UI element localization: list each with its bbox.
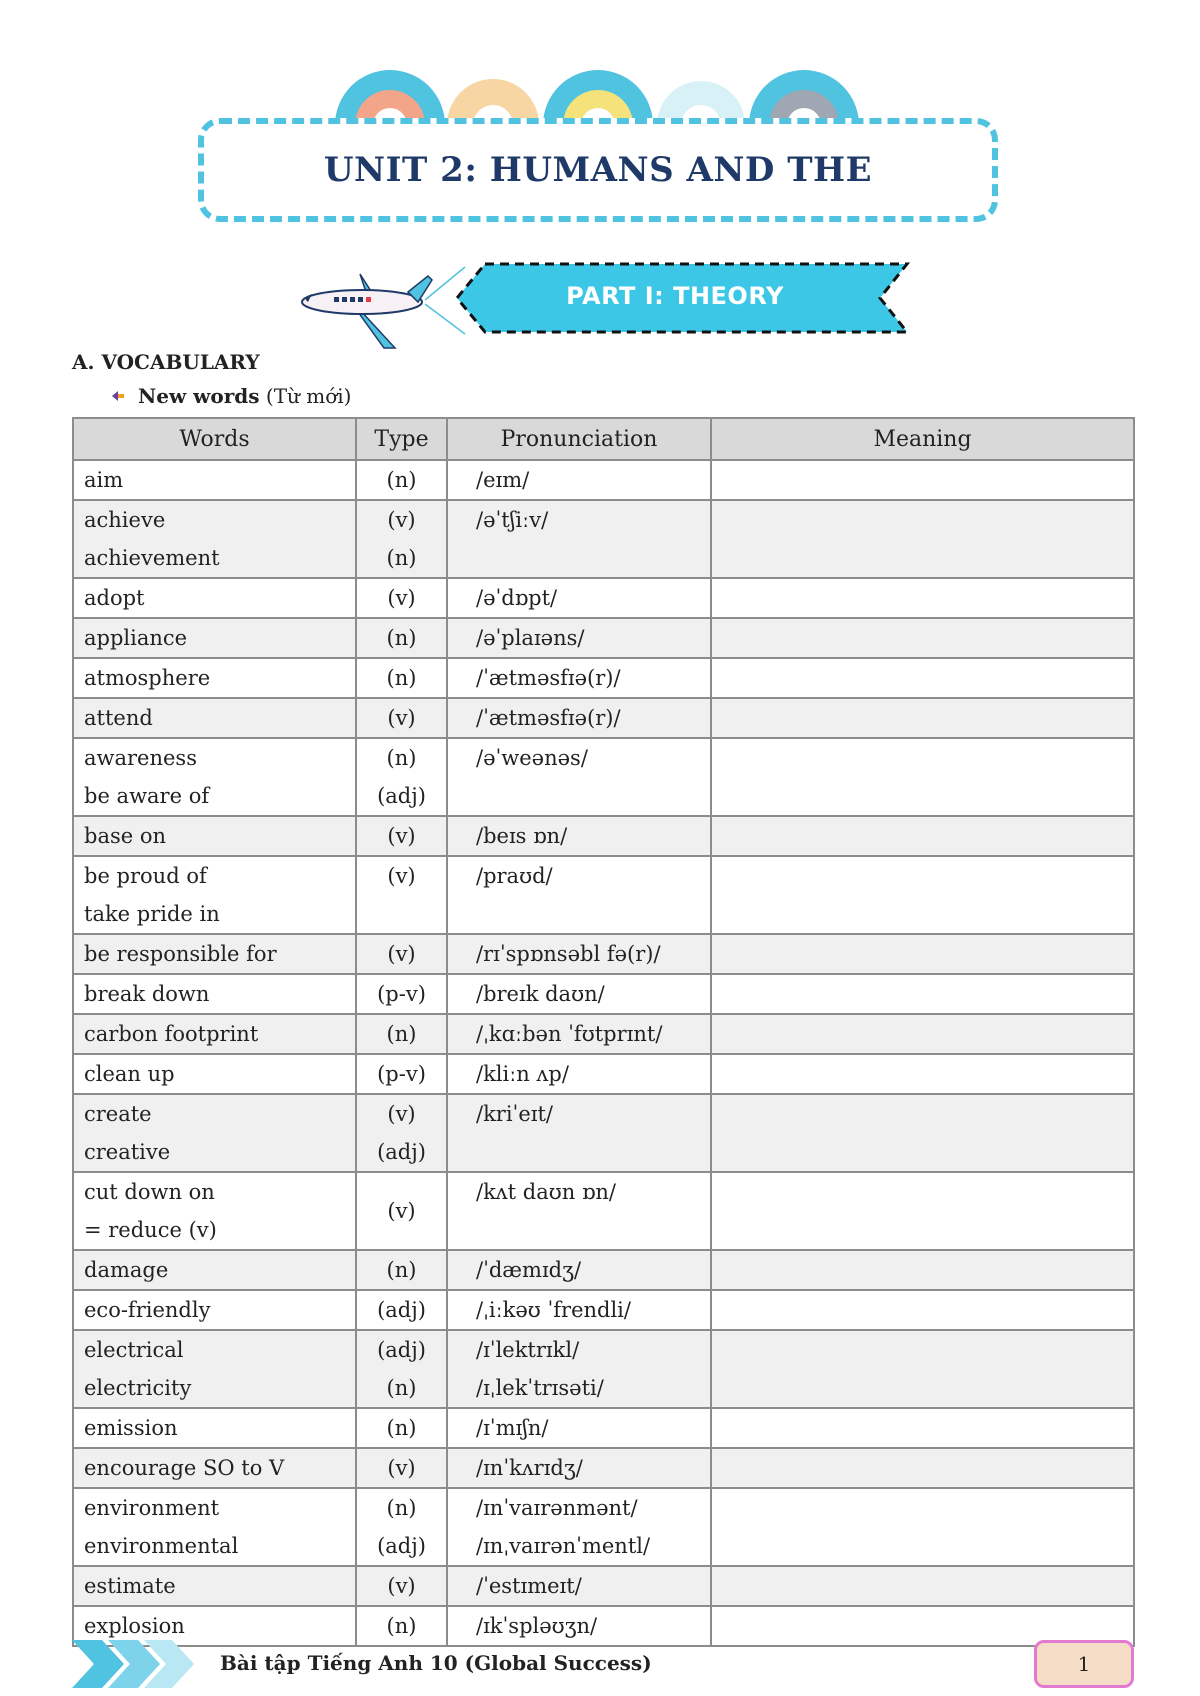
- pronunciation-cell-text: /ˈestɪmeɪt/: [476, 1574, 582, 1598]
- type-cell-text: (v): [387, 1199, 416, 1223]
- type-cell-text: (n): [386, 626, 417, 650]
- pronunciation-cell: [447, 816, 711, 856]
- word-cell-text: explosion: [84, 1614, 185, 1638]
- type-cell-text: (v): [387, 586, 416, 610]
- meaning-cell: [711, 618, 1134, 658]
- pronunciation-cell: [447, 1566, 711, 1606]
- pronunciation-cell-text: /ˈætməsfɪə(r)/: [476, 706, 621, 730]
- word-cell-text: carbon footprint: [84, 1022, 259, 1046]
- word-cell-text: awareness: [84, 746, 197, 770]
- table-row: [73, 1566, 1134, 1606]
- type-cell-text: (v): [387, 1102, 416, 1126]
- pronunciation-cell-text: /ˌiːkəʊ ˈfrendli/: [476, 1298, 631, 1322]
- word-cell-text: = reduce (v): [84, 1218, 217, 1242]
- vocabulary-table: [72, 417, 1135, 1647]
- meaning-cell: [711, 856, 1134, 934]
- meaning-cell: [711, 500, 1134, 578]
- word-cell: [73, 1172, 356, 1250]
- type-cell: [356, 856, 447, 934]
- word-cell-text: break down: [84, 982, 210, 1006]
- type-cell: [356, 1014, 447, 1054]
- type-cell-text: (n): [386, 546, 417, 570]
- word-cell-text: be aware of: [84, 784, 210, 808]
- type-cell: [356, 1094, 447, 1172]
- type-cell-text: (n): [386, 746, 417, 770]
- word-cell: [73, 934, 356, 974]
- type-cell: [356, 1330, 447, 1408]
- pronunciation-cell-text: [476, 1211, 700, 1249]
- table-row: [73, 856, 1134, 934]
- pronunciation-cell: [447, 856, 711, 934]
- type-cell-text: (n): [386, 1416, 417, 1440]
- type-cell-text: (adj): [377, 1140, 426, 1164]
- type-cell-text: (p-v): [377, 1062, 426, 1086]
- pronunciation-cell-text: /ˈætməsfɪə(r)/: [476, 666, 621, 690]
- word-cell-text: create: [84, 1102, 152, 1126]
- unit-title-box: [198, 118, 998, 222]
- word-cell: [73, 974, 356, 1014]
- table-row: [73, 1290, 1134, 1330]
- type-cell-text: (v): [387, 864, 416, 888]
- meaning-cell: [711, 816, 1134, 856]
- word-cell: [73, 1054, 356, 1094]
- word-cell-text: be responsible for: [84, 942, 277, 966]
- type-cell: [356, 816, 447, 856]
- type-cell-text: (n): [386, 468, 417, 492]
- word-cell-text: eco-friendly: [84, 1298, 211, 1322]
- type-cell-text: (n): [386, 1496, 417, 1520]
- gear-icon: [543, 70, 653, 125]
- pronunciation-cell: [447, 1014, 711, 1054]
- pronunciation-cell: [447, 974, 711, 1014]
- word-cell: [73, 1094, 356, 1172]
- meaning-cell: [711, 658, 1134, 698]
- table-row: [73, 578, 1134, 618]
- word-cell-text: base on: [84, 824, 167, 848]
- pronunciation-cell-text: /kʌt daʊn ɒn/: [476, 1180, 617, 1204]
- column-header-meaning: Meaning: [711, 418, 1134, 460]
- pronunciation-cell-text: /əˈweənəs/: [476, 746, 588, 770]
- word-cell: [73, 1014, 356, 1054]
- gear-icon: [335, 70, 445, 125]
- meaning-cell: [711, 1408, 1134, 1448]
- table-row: [73, 658, 1134, 698]
- column-header-pronunciation: Pronunciation: [447, 418, 711, 460]
- unit-title: UNIT 2: HUMANS AND THE: [323, 150, 873, 190]
- pronunciation-cell-text: /rɪˈspɒnsəbl fə(r)/: [476, 942, 661, 966]
- word-cell: [73, 856, 356, 934]
- pronunciation-cell-text: /ɪnˈkʌrɪdʒ/: [476, 1456, 583, 1480]
- meaning-cell: [711, 1014, 1134, 1054]
- table-row: [73, 1488, 1134, 1566]
- subheading: [110, 384, 351, 408]
- pronunciation-cell-text: /ɪnˌvaɪrənˈmentl/: [476, 1534, 651, 1558]
- page-number: 1: [1034, 1640, 1134, 1688]
- type-cell-text: (v): [387, 508, 416, 532]
- type-cell-text: (v): [387, 824, 416, 848]
- type-cell: [356, 1054, 447, 1094]
- type-cell-text: (v): [387, 1574, 416, 1598]
- pronunciation-cell-text: /ɪˈlektrɪkl/: [476, 1338, 580, 1362]
- pronunciation-cell-text: /eɪm/: [476, 468, 530, 492]
- type-cell-text: (adj): [377, 784, 426, 808]
- pronunciation-cell-text: /ˈdæmɪdʒ/: [476, 1258, 582, 1282]
- subheading-note: (Từ mới): [265, 384, 352, 408]
- pronunciation-cell: [447, 1606, 711, 1646]
- word-cell: [73, 1566, 356, 1606]
- word-cell: [73, 618, 356, 658]
- meaning-cell: [711, 1054, 1134, 1094]
- word-cell: [73, 1290, 356, 1330]
- type-cell: [356, 934, 447, 974]
- pronunciation-cell: [447, 1488, 711, 1566]
- word-cell-text: appliance: [84, 626, 188, 650]
- gear-icon: [749, 70, 859, 125]
- column-header-words: Words: [73, 418, 356, 460]
- column-header-type: Type: [356, 418, 447, 460]
- word-cell-text: damage: [84, 1258, 169, 1282]
- table-row: [73, 500, 1134, 578]
- table-row: [73, 1054, 1134, 1094]
- meaning-cell: [711, 1250, 1134, 1290]
- pronunciation-cell-text: /breɪk daʊn/: [476, 982, 605, 1006]
- type-cell-text: (n): [386, 1022, 417, 1046]
- word-cell: [73, 1330, 356, 1408]
- table-row: [73, 1014, 1134, 1054]
- table-header-row: [73, 418, 1134, 460]
- word-cell-text: environmental: [84, 1534, 239, 1558]
- type-cell-text: (n): [386, 1258, 417, 1282]
- type-cell: [356, 738, 447, 816]
- meaning-cell: [711, 1566, 1134, 1606]
- section-heading: A. VOCABULARY: [72, 350, 260, 374]
- word-cell-text: achieve: [84, 508, 166, 532]
- pronunciation-cell: [447, 618, 711, 658]
- word-cell-text: electricity: [84, 1376, 192, 1400]
- footer-book-title: Bài tập Tiếng Anh 10 (Global Success): [220, 1651, 652, 1675]
- pronunciation-cell-text: /ˌkɑːbən ˈfʊtprɪnt/: [476, 1022, 663, 1046]
- type-cell-text: (n): [386, 1614, 417, 1638]
- type-cell: [356, 1606, 447, 1646]
- word-cell: [73, 1448, 356, 1488]
- type-cell-text: (p-v): [377, 982, 426, 1006]
- word-cell-text: creative: [84, 1140, 171, 1164]
- type-cell: [356, 460, 447, 500]
- word-cell-text: attend: [84, 706, 153, 730]
- table-row: [73, 816, 1134, 856]
- meaning-cell: [711, 1448, 1134, 1488]
- pronunciation-cell: [447, 698, 711, 738]
- pronunciation-cell-text: [476, 1133, 700, 1171]
- pronunciation-cell-text: [476, 777, 700, 815]
- word-cell-text: take pride in: [84, 902, 220, 926]
- table-row: [73, 934, 1134, 974]
- table-row: [73, 618, 1134, 658]
- pronunciation-cell: [447, 500, 711, 578]
- type-cell-text: (n): [386, 1376, 417, 1400]
- type-cell: [356, 578, 447, 618]
- pronunciation-cell-text: /ɪˌlekˈtrɪsəti/: [476, 1376, 604, 1400]
- word-cell-text: electrical: [84, 1338, 184, 1362]
- meaning-cell: [711, 934, 1134, 974]
- pronunciation-cell: [447, 1330, 711, 1408]
- pronunciation-cell-text: /kriˈeɪt/: [476, 1102, 553, 1126]
- pronunciation-cell-text: /beɪs ɒn/: [476, 824, 568, 848]
- type-cell-text: (adj): [377, 1298, 426, 1322]
- type-cell: [356, 1448, 447, 1488]
- type-cell: [356, 1250, 447, 1290]
- airplane-icon: [300, 262, 480, 352]
- word-cell: [73, 658, 356, 698]
- pronunciation-cell: [447, 1408, 711, 1448]
- word-cell: [73, 738, 356, 816]
- type-cell-text: [357, 895, 446, 933]
- word-cell-text: achievement: [84, 546, 220, 570]
- table-row: [73, 1448, 1134, 1488]
- type-cell-text: (adj): [377, 1534, 426, 1558]
- pronunciation-cell: [447, 1054, 711, 1094]
- table-row: [73, 1408, 1134, 1448]
- subheading-label: New words: [138, 384, 260, 408]
- word-cell: [73, 1250, 356, 1290]
- pronunciation-cell-text: /əˈtʃiːv/: [476, 508, 549, 532]
- pronunciation-cell: [447, 1290, 711, 1330]
- pronunciation-cell: [447, 658, 711, 698]
- meaning-cell: [711, 1290, 1134, 1330]
- word-cell: [73, 460, 356, 500]
- table-row: [73, 738, 1134, 816]
- word-cell: [73, 578, 356, 618]
- table-row: [73, 1172, 1134, 1250]
- pronunciation-cell-text: [476, 895, 700, 933]
- table-row: [73, 1250, 1134, 1290]
- meaning-cell: [711, 974, 1134, 1014]
- word-cell-text: clean up: [84, 1062, 175, 1086]
- word-cell-text: estimate: [84, 1574, 176, 1598]
- table-row: [73, 1606, 1134, 1646]
- word-cell: [73, 816, 356, 856]
- type-cell: [356, 618, 447, 658]
- type-cell: [356, 1488, 447, 1566]
- word-cell-text: encourage SO to V: [84, 1456, 285, 1480]
- word-cell: [73, 698, 356, 738]
- meaning-cell: [711, 738, 1134, 816]
- type-cell-text: (n): [386, 666, 417, 690]
- word-cell: [73, 500, 356, 578]
- type-cell: [356, 1566, 447, 1606]
- pronunciation-cell-text: /əˈplaɪəns/: [476, 626, 585, 650]
- type-cell-text: (v): [387, 942, 416, 966]
- word-cell: [73, 1488, 356, 1566]
- meaning-cell: [711, 1172, 1134, 1250]
- bullet-arrow-icon: [110, 388, 126, 404]
- meaning-cell: [711, 1488, 1134, 1566]
- type-cell: [356, 974, 447, 1014]
- meaning-cell: [711, 1330, 1134, 1408]
- pronunciation-cell-text: /ɪkˈspləʊʒn/: [476, 1614, 598, 1638]
- meaning-cell: [711, 698, 1134, 738]
- word-cell: [73, 1408, 356, 1448]
- pronunciation-cell-text: /ɪˈmɪʃn/: [476, 1416, 549, 1440]
- meaning-cell: [711, 460, 1134, 500]
- type-cell-text: (v): [387, 1456, 416, 1480]
- pronunciation-cell: [447, 460, 711, 500]
- table-row: [73, 698, 1134, 738]
- table-row: [73, 1330, 1134, 1408]
- word-cell-text: adopt: [84, 586, 145, 610]
- chevron-arrows-icon: [72, 1640, 197, 1688]
- word-cell-text: atmosphere: [84, 666, 211, 690]
- word-cell-text: cut down on: [84, 1180, 215, 1204]
- gears-decoration: [335, 70, 875, 125]
- meaning-cell: [711, 578, 1134, 618]
- pronunciation-cell: [447, 1250, 711, 1290]
- pronunciation-cell: [447, 738, 711, 816]
- pronunciation-cell: [447, 1172, 711, 1250]
- pronunciation-cell-text: /ɪnˈvaɪrənmənt/: [476, 1496, 638, 1520]
- type-cell: [356, 698, 447, 738]
- type-cell: [356, 658, 447, 698]
- type-cell: [356, 500, 447, 578]
- pronunciation-cell-text: /kliːn ʌp/: [476, 1062, 569, 1086]
- pronunciation-cell: [447, 1448, 711, 1488]
- table-row: [73, 1094, 1134, 1172]
- type-cell: [356, 1290, 447, 1330]
- pronunciation-cell: [447, 934, 711, 974]
- part-title: PART I: THEORY: [566, 282, 784, 310]
- pronunciation-cell-text: [476, 539, 700, 577]
- table-row: [73, 460, 1134, 500]
- pronunciation-cell: [447, 578, 711, 618]
- pronunciation-cell: [447, 1094, 711, 1172]
- word-cell-text: emission: [84, 1416, 178, 1440]
- pronunciation-cell-text: /əˈdɒpt/: [476, 586, 558, 610]
- table-row: [73, 974, 1134, 1014]
- word-cell-text: environment: [84, 1496, 220, 1520]
- type-cell-text: (v): [387, 706, 416, 730]
- type-cell: [356, 1172, 447, 1250]
- type-cell: [356, 1408, 447, 1448]
- meaning-cell: [711, 1094, 1134, 1172]
- word-cell-text: aim: [84, 468, 124, 492]
- word-cell-text: be proud of: [84, 864, 207, 888]
- type-cell-text: (adj): [377, 1338, 426, 1362]
- pronunciation-cell-text: /praʊd/: [476, 864, 553, 888]
